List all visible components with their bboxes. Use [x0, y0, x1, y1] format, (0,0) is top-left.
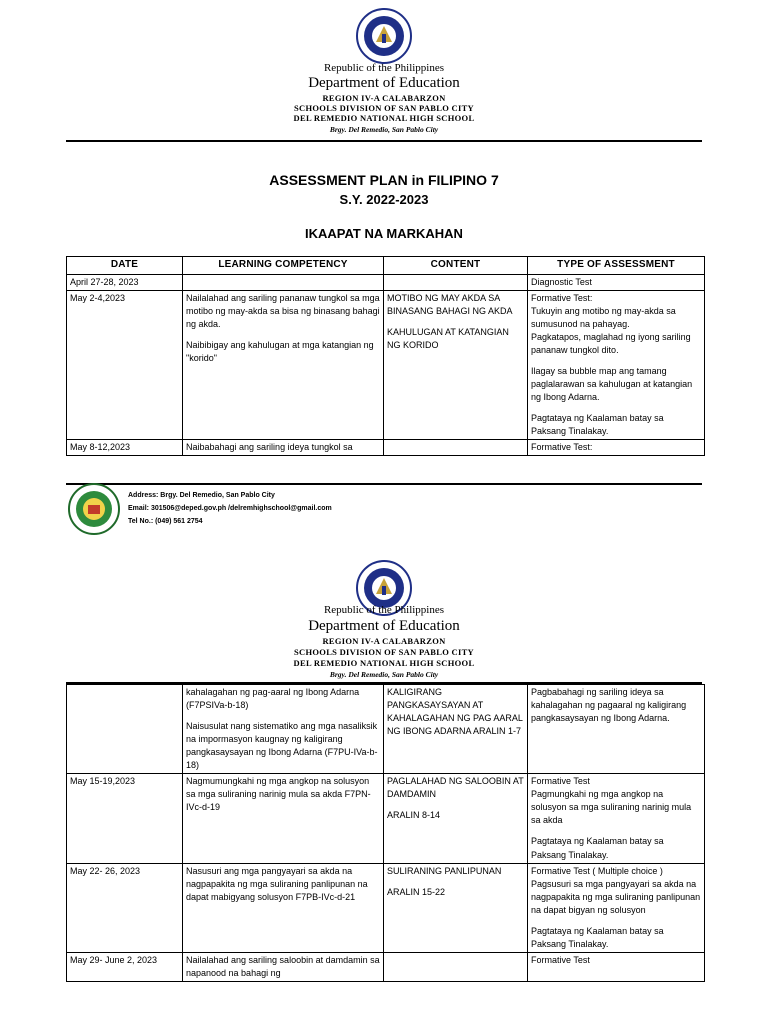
content-paragraph: SULIRANING PANLIPUNAN: [387, 865, 502, 876]
school-year: S.Y. 2022-2023: [339, 192, 429, 207]
document-title: ASSESSMENT PLAN in FILIPINO 7: [269, 172, 499, 188]
content-cell: [384, 685, 528, 774]
deped-seal-icon: [356, 8, 412, 64]
document-page-2: [0, 552, 768, 1024]
content-cell: [384, 274, 528, 290]
republic-text: Republic of the Philippines: [323, 62, 445, 74]
assessment-paragraph: Pagbabahagi ng sariling ideya sa kahalagahan ng pagaaral ng kaligirang pangkasaysayan ng Ibong Adarna.: [531, 687, 687, 724]
table-row: [67, 274, 705, 290]
quarter-title: IKAAPAT NA MARKAHAN: [305, 226, 463, 241]
assessment-paragraph: Pagtataya ng Kaalaman batay sa Paksang Tinalakay.: [531, 925, 664, 949]
date-cell: May 29- June 2, 2023: [67, 952, 183, 981]
content-paragraph: PAGLALAHAD NG SALOOBIN AT DAMDAMIN: [387, 776, 524, 800]
table-header-row: [67, 257, 705, 275]
region-text: REGION IV-A CALABARZON: [322, 636, 446, 646]
content-cell: [384, 774, 528, 863]
school-address-text: Brgy. Del Remedio, San Pablo City: [329, 125, 439, 134]
content-paragraph: MOTIBO NG MAY AKDA SA BINASANG BAHAGI NG AKDA: [387, 292, 513, 316]
republic-text: Republic of the Philippines: [323, 604, 445, 616]
table-row: [67, 952, 705, 981]
school-name-text: DEL REMEDIO NATIONAL HIGH SCHOOL: [293, 113, 475, 123]
assessment-cell: [528, 952, 705, 981]
school-name-text: DEL REMEDIO NATIONAL HIGH SCHOOL: [293, 658, 475, 668]
date-cell: May 22- 26, 2023: [67, 863, 183, 952]
table-row: [67, 290, 705, 439]
date-cell: [67, 685, 183, 774]
table-row: [67, 685, 705, 774]
content-cell: [384, 440, 528, 456]
footer-telephone: Tel No.: (049) 561 2754: [128, 518, 203, 525]
learning-competency-cell: [183, 290, 384, 439]
assessment-table-page-2: [66, 684, 705, 982]
learning-competency-cell: [183, 274, 384, 290]
content-paragraph: KALIGIRANG PANGKASAYSAYAN AT KAHALAGAHAN NG PAG AARAL NG IBONG ADARNA ARALIN 1-7: [387, 687, 523, 737]
learning-competency-paragraph: Nailalahad ang sariling pananaw tungkol sa mga motibo ng may-akda sa bisa ng binasang bahagi ng akda.: [186, 292, 380, 329]
assessment-cell: [528, 274, 705, 290]
document-page-1: [0, 0, 768, 500]
learning-competency-paragraph: Naisusulat nang sistematiko ang mga nasaliksik na impormasyon kaugnay ng kaligirang pangkasaysayan ng Ibong Adarna (F7PU-IVa-b-18): [186, 721, 378, 771]
footer-divider: [66, 483, 702, 485]
content-paragraph: KAHULUGAN AT KATANGIAN NG KORIDO: [387, 326, 509, 350]
assessment-cell: [528, 774, 705, 863]
assessment-paragraph: Formative Test ( Multiple choice ) Pagsusuri sa mga pangyayari sa akda na nagpapakita ng mga suliraning panlipunan na dapat bigyan ng solusyon: [531, 865, 701, 915]
assessment-paragraph: Ilagay sa bubble map ang tamang paglalarawan sa kahulugan at katangian ng Ibong Adarna.: [531, 365, 693, 402]
content-paragraph: ARALIN 8-14: [387, 810, 441, 821]
assessment-paragraph: Formative Test: Tukuyin ang motibo ng may-akda sa sumusunod na pahayag. Pagkatapos, maglahad ng iyong sariling pananaw tungkol dito.: [531, 292, 691, 355]
department-text: Department of Education: [308, 618, 460, 634]
footer-email: Email: 301506@deped.gov.ph /delremhighschool@gmail.com: [128, 505, 332, 512]
learning-competency-paragraph: Nagmumungkahi ng mga angkop na solusyon sa mga suliraning narinig mula sa akda F7PN-IVc-d-19: [186, 776, 371, 813]
table-row: [67, 774, 705, 863]
school-address-text: Brgy. Del Remedio, San Pablo City: [329, 670, 439, 679]
assessment-paragraph: Formative Test:: [531, 442, 593, 453]
header-type-of-assessment: TYPE OF ASSESSMENT: [528, 257, 705, 275]
content-cell: [384, 952, 528, 981]
table-row: [67, 863, 705, 952]
assessment-cell: [528, 440, 705, 456]
learning-competency-paragraph: Naibibigay ang kahulugan at mga katangian ng "korido": [186, 339, 374, 363]
assessment-paragraph: Diagnostic Test: [531, 276, 592, 287]
learning-competency-paragraph: Nailalahad ang sariling saloobin at damdamin sa napanood na bahagi ng: [186, 954, 380, 978]
learning-competency-paragraph: Nasusuri ang mga pangyayari sa akda na nagpapakita ng mga suliraning panlipunan na dapat mabigyang solusyon F7PB-IVc-d-21: [186, 865, 368, 902]
assessment-paragraph: Formative Test Pagmungkahi ng mga angkop na solusyon sa mga suliraning narinig mula sa akda: [531, 776, 692, 826]
assessment-paragraph: Formative Test: [531, 954, 590, 965]
header-content: CONTENT: [384, 257, 528, 275]
footer-address: Address: Brgy. Del Remedio, San Pablo City: [128, 492, 275, 499]
date-cell: May 15-19,2023: [67, 774, 183, 863]
date-cell: April 27-28, 2023: [67, 274, 183, 290]
learning-competency-cell: [183, 685, 384, 774]
learning-competency-cell: [183, 774, 384, 863]
date-cell: May 8-12,2023: [67, 440, 183, 456]
assessment-table-page-1: [66, 256, 705, 456]
content-cell: [384, 290, 528, 439]
table-row: [67, 440, 705, 456]
learning-competency-paragraph: kahalagahan ng pag-aaral ng Ibong Adarna (F7PSIVa-b-18): [186, 687, 360, 711]
content-cell: [384, 863, 528, 952]
date-cell: May 2-4,2023: [67, 290, 183, 439]
content-paragraph: ARALIN 15-22: [387, 886, 446, 897]
region-text: REGION IV-A CALABARZON: [322, 93, 446, 103]
assessment-cell: [528, 863, 705, 952]
header-divider: [66, 140, 702, 142]
assessment-cell: [528, 290, 705, 439]
header-learning-competency: LEARNING COMPETENCY: [183, 257, 384, 275]
assessment-paragraph: Pagtataya ng Kaalaman batay sa Paksang Tinalakay.: [531, 412, 664, 436]
school-logo-icon: [68, 483, 120, 535]
learning-competency-cell: [183, 952, 384, 981]
learning-competency-paragraph: Naibabahagi ang sariling ideya tungkol sa: [186, 442, 353, 453]
assessment-cell: [528, 685, 705, 774]
department-text: Department of Education: [308, 75, 460, 91]
learning-competency-cell: [183, 863, 384, 952]
division-text: SCHOOLS DIVISION OF SAN PABLO CITY: [294, 103, 474, 113]
division-text: SCHOOLS DIVISION OF SAN PABLO CITY: [294, 647, 474, 657]
header-date: DATE: [67, 257, 183, 275]
assessment-paragraph: Pagtataya ng Kaalaman batay sa Paksang Tinalakay.: [531, 836, 664, 860]
learning-competency-cell: [183, 440, 384, 456]
